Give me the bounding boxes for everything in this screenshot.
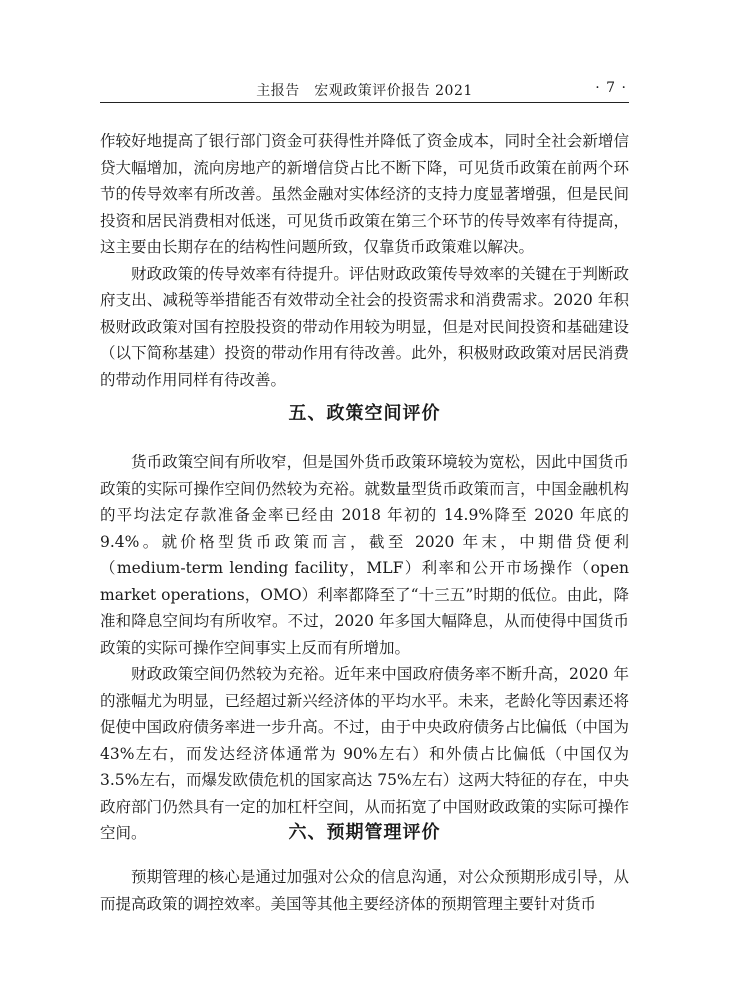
section-heading-6: 六、预期管理评价 bbox=[288, 822, 441, 843]
paragraph-fiscal-space: 财政政策空间仍然较为充裕。近年来中国政府债务率不断升高，2020 年的涨幅尤为明显，已经超过新兴经济体的平均水平。未来，老龄化等因素还将促使中国政府债务率进一步升高。不过，由于中央政府债务占比偏低（中国为 43%左右，而发达经济体通常为 90%左右）和外债占比偏低（中国仅为 3.5%左右，而爆发欧债危机的国家高达 75%左右）这两大特征的存在，中央政府部门仍然具有一定的加杠杆空间，从而拓宽了中国财政政策的实际可操作空间。 bbox=[100, 665, 629, 842]
paragraph-continued: 作较好地提高了银行部门资金可获得性并降低了资金成本，同时全社会新增信贷大幅增加，流向房地产的新增信贷占比不断下降，可见货币政策在前两个环节的传导效率有所改善。虽然金融对实体经济的支持力度显著增强，但是民间投资和居民消费相对低迷，可见货币政策在第三个环节的传导效率有待提高，这主要由长期存在的结构性问题所致，仅靠货币政策难以解决。 bbox=[100, 132, 629, 256]
page-number: · 7 · bbox=[595, 80, 627, 96]
body-block-3 bbox=[100, 864, 629, 917]
running-header bbox=[100, 78, 629, 103]
section-heading-5: 五、政策空间评价 bbox=[288, 403, 441, 424]
paragraph-fiscal-transmission: 财政政策的传导效率有待提升。评估财政政策传导效率的关键在于判断政府支出、减税等举措能否有效带动全社会的投资需求和消费需求。2020 年积极财政政策对国有控股投资的带动作用较为明显，但是对民间投资和基础建设（以下简称基建）投资的带动作用有待改善。此外，积极财政政策对居民消费的带动作用同样有待改善。 bbox=[100, 264, 629, 389]
running-title: 主报告 宏观政策评价报告 2021 bbox=[256, 83, 473, 99]
body-block-2 bbox=[100, 449, 629, 847]
paragraph-expectation-management: 预期管理的核心是通过加强对公众的信息沟通，对公众预期形成引导，从而提高政策的调控效率。美国等其他主要经济体的预期管理主要针对货币 bbox=[100, 868, 629, 913]
paragraph-monetary-space: 货币政策空间有所收窄，但是国外货币政策环境较为宽松，因此中国货币政策的实际可操作空间仍然较为充裕。就数量型货币政策而言，中国金融机构的平均法定存款准备金率已经由 2018 年初的 14.9%降至 2020 年底的 9.4%。就价格型货币政策而言，截至 2020 年末，中期借贷便利（medium-term lending facility，MLF）利率和公开市场操作（open market operations，OMO）利率都降至了“十三五”时期的低位。由此，降准和降息空间均有所收窄。不过，2020 年多国大幅降息，从而使得中国货币政策的实际可操作空间事实上反而有所增加。 bbox=[100, 453, 629, 657]
body-block-1 bbox=[100, 128, 629, 393]
